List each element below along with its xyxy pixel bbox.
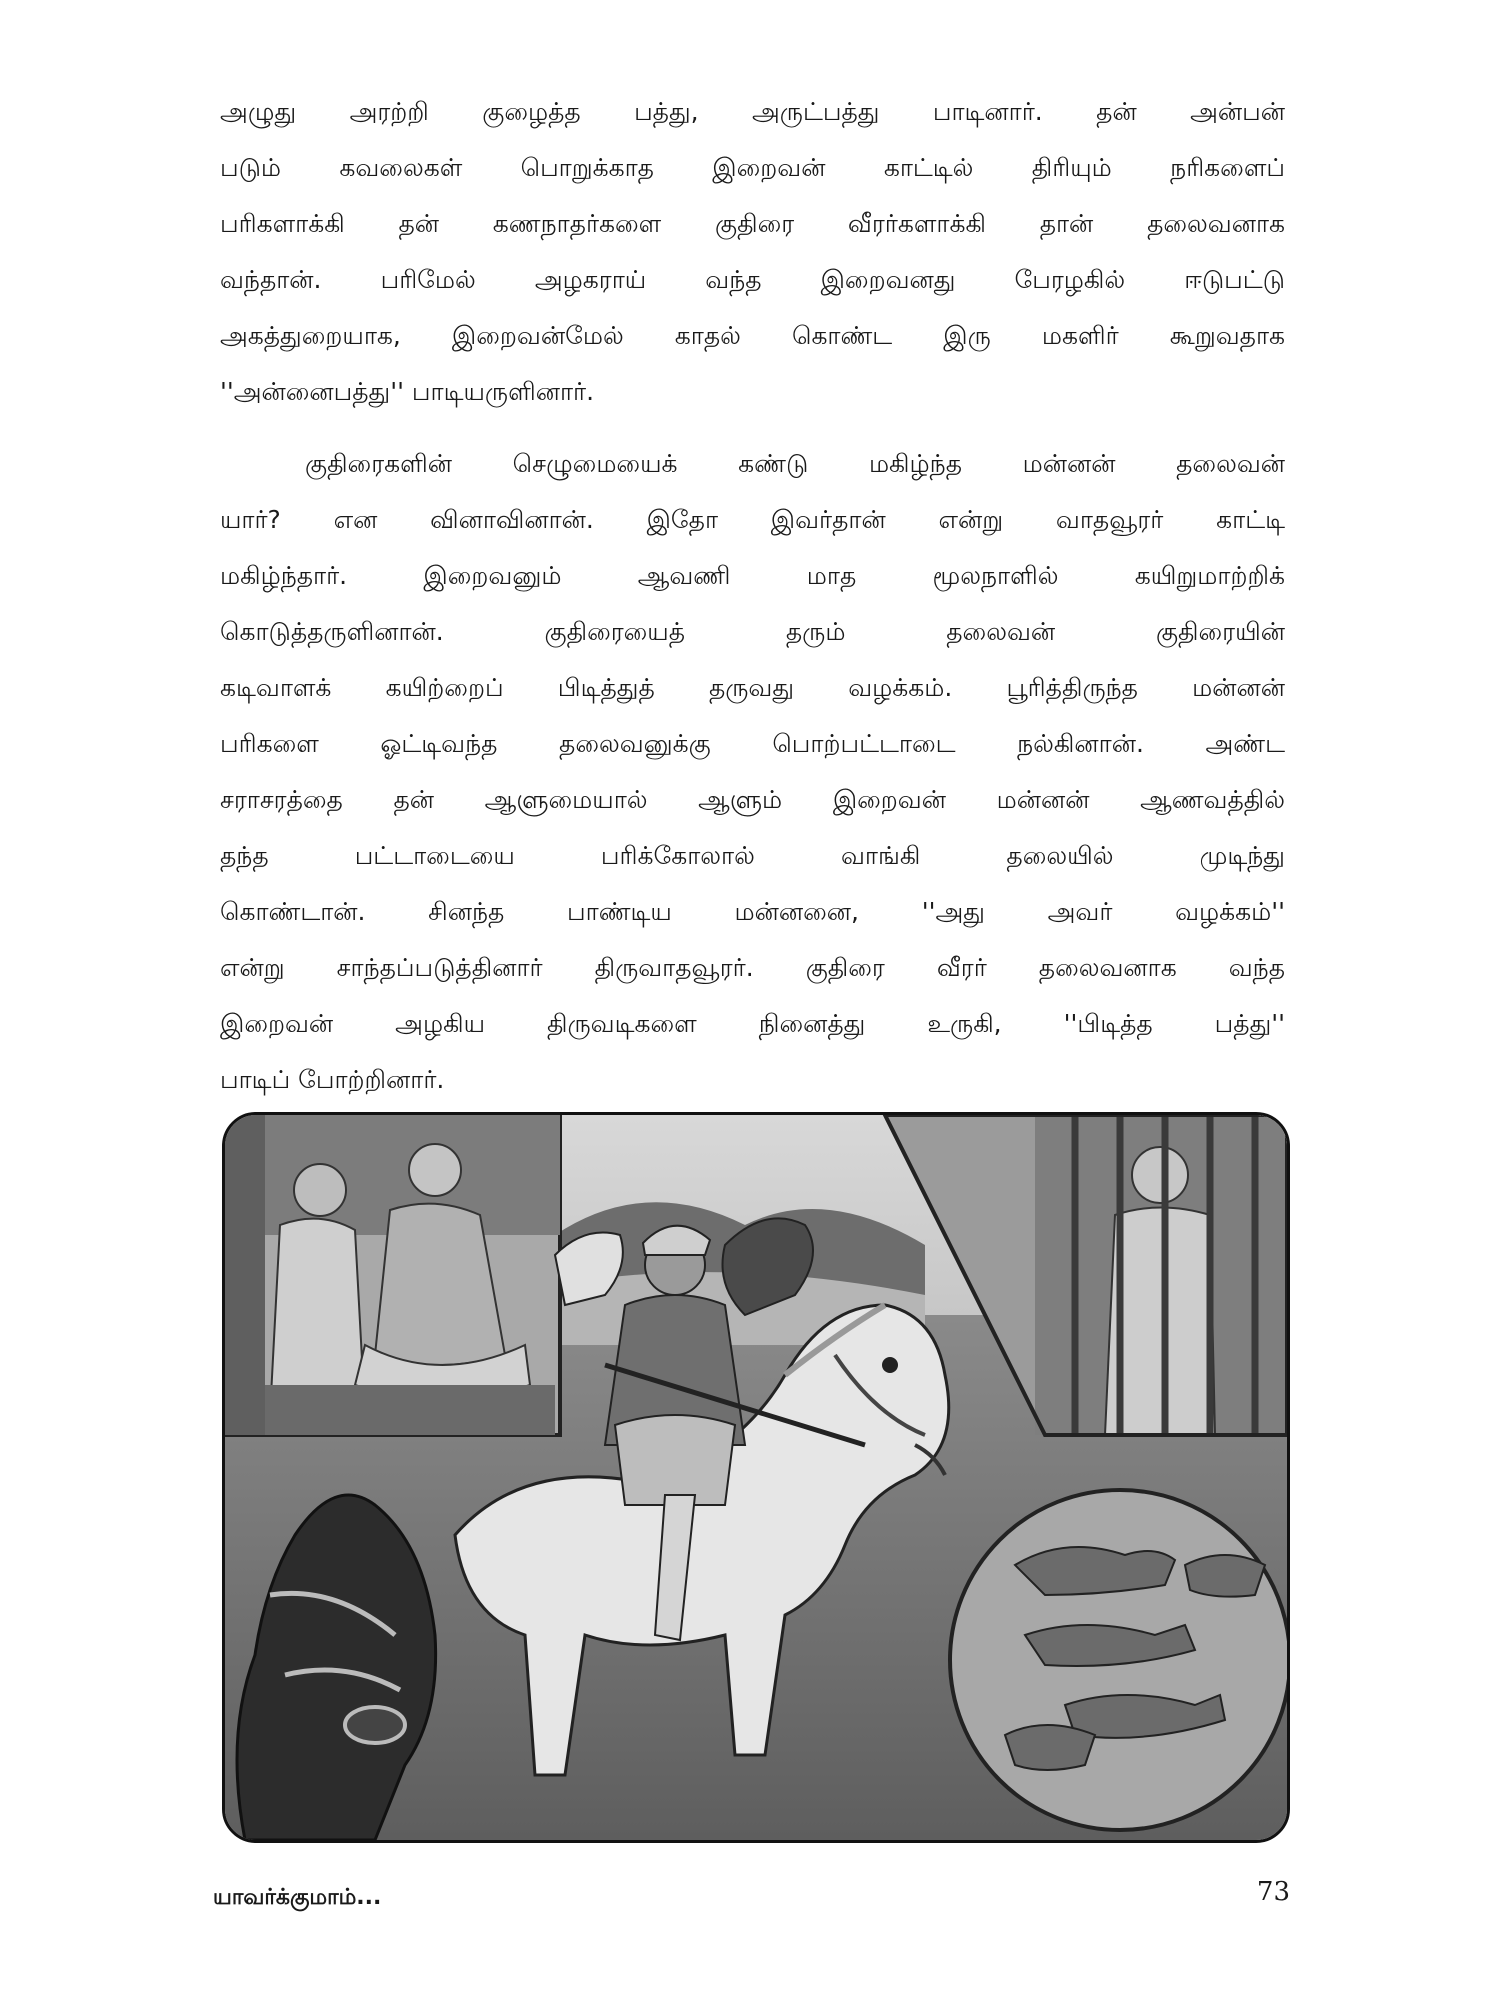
inset-jackals: [950, 1490, 1287, 1830]
text-line: கொண்டான். சினந்த பாண்டிய மன்னனை, ''அது அவர் வழக்கம்'': [220, 897, 1285, 926]
text-line: கொடுத்தருளினான். குதிரையைத் தரும் தலைவன் குதிரையின்: [220, 617, 1285, 646]
text-line: மகிழ்ந்தார். இறைவனும் ஆவணி மாத மூலநாளில் கயிறுமாற்றிக்: [220, 561, 1285, 590]
running-title: யாவர்க்குமாம்...: [213, 1885, 382, 1910]
text-line: சராசரத்தை தன் ஆளுமையால் ஆளும் இறைவன் மன்னன் ஆணவத்தில்: [220, 785, 1285, 814]
illustration: [222, 1112, 1290, 1843]
page-number: 73: [1256, 1877, 1290, 1907]
text-line: பரிகளை ஓட்டிவந்த தலைவனுக்கு பொற்பட்டாடை நல்கினான். அண்ட: [220, 729, 1285, 758]
paragraph-1: [220, 84, 1285, 420]
text-line: அகத்துறையாக, இறைவன்மேல் காதல் கொண்ட இரு மகளிர் கூறுவதாக: [220, 321, 1285, 350]
text-line: பாடிப் போற்றினார்.: [220, 1065, 445, 1094]
text-line: யார்? என வினாவினான். இதோ இவர்தான் என்று வாதவூரர் காட்டி: [220, 505, 1285, 534]
paragraph-2: [220, 436, 1285, 1108]
text-line: பரிகளாக்கி தன் கணநாதர்களை குதிரை வீரர்களாக்கி தான் தலைவனாக: [220, 209, 1285, 238]
text-line: படும் கவலைகள் பொறுக்காத இறைவன் காட்டில் திரியும் நரிகளைப்: [220, 153, 1285, 182]
text-line: கடிவாளக் கயிற்றைப் பிடித்துத் தருவது வழக்கம். பூரித்திருந்த மன்னன்: [220, 673, 1285, 702]
text-line: ''அன்னைபத்து'' பாடியருளினார்.: [220, 377, 595, 406]
text-line: இறைவன் அழகிய திருவடிகளை நினைத்து உருகி, ''பிடித்த பத்து'': [220, 1009, 1285, 1038]
inset-seated-figures: [225, 1115, 560, 1435]
text-line: தந்த பட்டாடையை பரிக்கோலால் வாங்கி தலையில் முடிந்து: [220, 841, 1285, 870]
text-line: வந்தான். பரிமேல் அழகராய் வந்த இறைவனது பேரழகில் ஈடுபட்டு: [220, 265, 1285, 294]
text-line: அழுது அரற்றி குழைத்த பத்து, அருட்பத்து பாடினார். தன் அன்பன்: [220, 97, 1285, 126]
text-line: என்று சாந்தப்படுத்தினார் திருவாதவூரர். குதிரை வீரர் தலைவனாக வந்த: [220, 953, 1285, 982]
text-line: குதிரைகளின் செழுமையைக் கண்டு மகிழ்ந்த மன்னன் தலைவன்: [305, 449, 1285, 478]
